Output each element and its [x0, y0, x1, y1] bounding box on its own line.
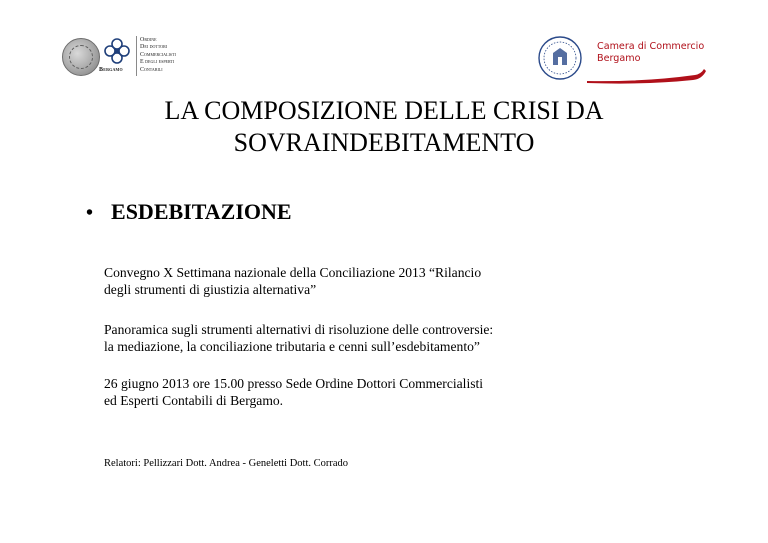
logo-city-label: Bergamo — [99, 67, 123, 73]
order-name-line: Commercialisti — [140, 51, 176, 58]
section-heading: ESDEBITAZIONE — [111, 199, 292, 224]
text-line: la mediazione, la conciliazione tributaria e cenni sull’esdebitamento” — [104, 339, 480, 354]
order-emblem-icon — [102, 36, 132, 66]
odcec-logo — [62, 34, 202, 78]
order-name-line: Contabili — [140, 66, 163, 73]
chamber-name — [597, 41, 704, 65]
text-line: 26 giugno 2013 ore 15.00 presso Sede Ordine Dottori Commercialisti — [104, 376, 484, 391]
order-name-line: E degli esperti — [140, 59, 175, 66]
text-line: ed Esperti Contabili di Bergamo. — [104, 393, 284, 408]
chamber-of-commerce-logo — [537, 33, 707, 83]
chamber-name-line2: Bergamo — [597, 53, 641, 64]
logo-divider — [136, 36, 137, 76]
chamber-seal-icon — [537, 35, 583, 81]
slide-title-line2: SOVRAINDEBITAMENTO — [233, 128, 535, 157]
bullet-dot: • — [86, 202, 94, 224]
section-bullet — [86, 199, 292, 225]
event-topic — [104, 321, 704, 355]
order-name — [140, 37, 176, 74]
chamber-swoosh-icon — [585, 67, 707, 85]
order-name-line: Ordine — [140, 37, 157, 43]
city-seal-icon — [62, 38, 100, 76]
event-date-venue — [104, 375, 704, 409]
chamber-name-line1: Camera di Commercio — [597, 41, 705, 52]
event-description — [104, 264, 704, 298]
speakers-line: Relatori: Pellizzari Dott. Andrea - Geneletti Dott. Corrado — [104, 458, 349, 469]
slide-title — [0, 95, 768, 159]
slide-title-line1: LA COMPOSIZIONE DELLE CRISI DA — [164, 96, 604, 125]
text-line: degli strumenti di giustizia alternativa” — [104, 282, 317, 297]
text-line: Convegno X Settimana nazionale della Conciliazione 2013 “Rilancio — [104, 265, 482, 280]
order-name-line: Dei dottori — [140, 44, 168, 51]
text-line: Panoramica sugli strumenti alternativi di risoluzione delle controversie: — [104, 322, 494, 337]
